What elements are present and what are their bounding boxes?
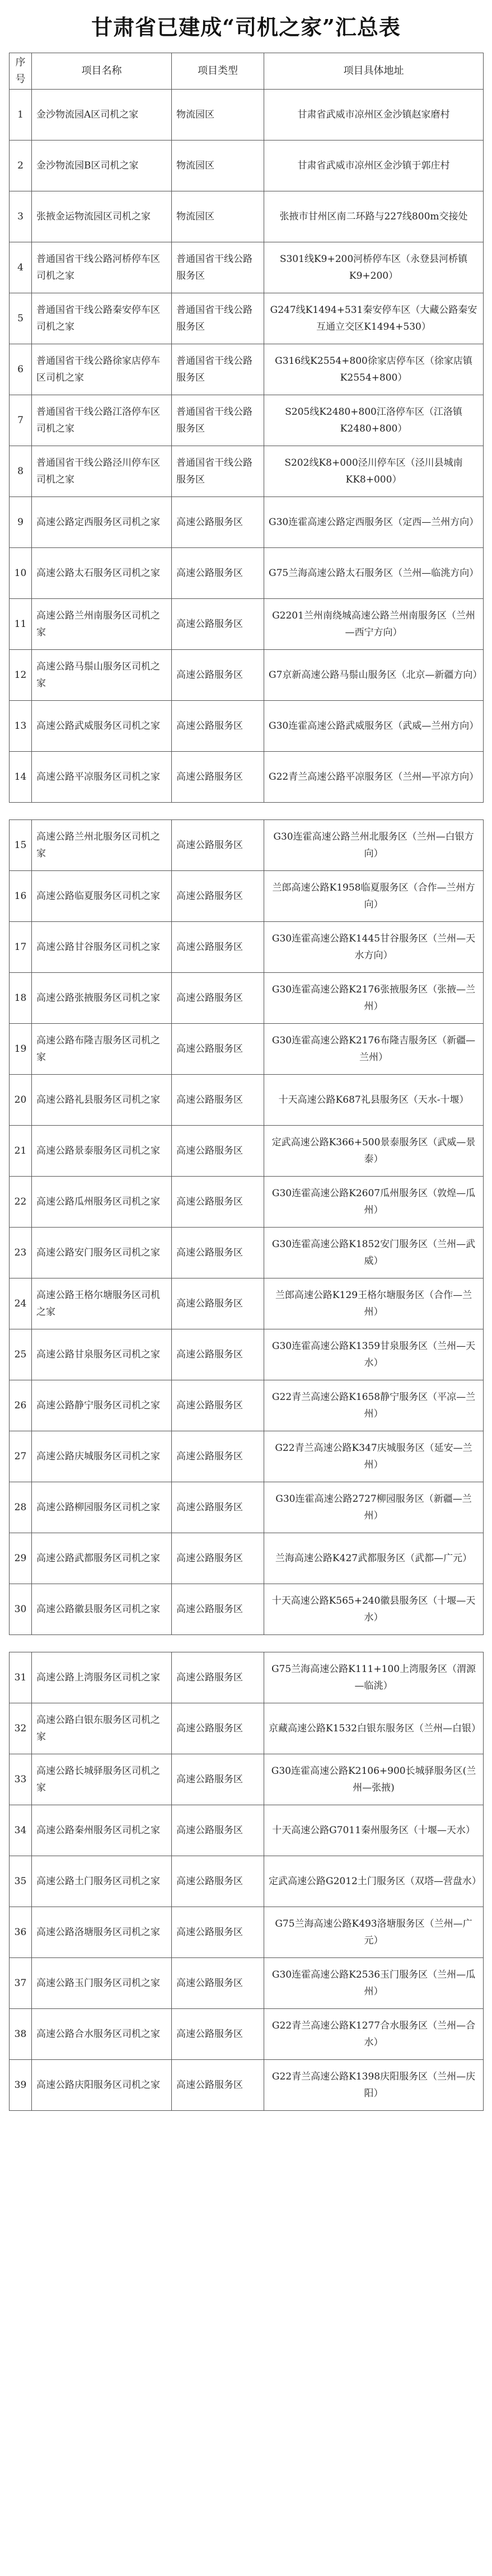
cell-number: 35 [10, 1856, 32, 1907]
cell-number: 23 [10, 1228, 32, 1278]
cell-number: 33 [10, 1754, 32, 1805]
cell-number: 32 [10, 1703, 32, 1754]
cell-number: 18 [10, 973, 32, 1024]
cell-project-type: 普通国省干线公路服务区 [172, 395, 264, 446]
cell-number: 29 [10, 1533, 32, 1584]
table-row [10, 1431, 484, 1482]
cell-project-address: 甘肃省武威市凉州区金沙镇赵家磨村 [264, 90, 484, 140]
cell-project-address: G30连霍高速公路K2607瓜州服务区（敦煌—瓜州） [264, 1177, 484, 1228]
cell-project-type: 高速公路服务区 [172, 1380, 264, 1431]
cell-project-name: 高速公路安门服务区司机之家 [32, 1228, 172, 1278]
table-section-2 [10, 820, 484, 1635]
cell-project-type: 高速公路服务区 [172, 1703, 264, 1754]
cell-project-address: G75兰海高速公路K111+100上湾服务区（渭源—临洮） [264, 1652, 484, 1703]
cell-project-address: G22青兰高速公路K347庆城服务区（延安—兰州） [264, 1431, 484, 1482]
cell-number: 26 [10, 1380, 32, 1431]
cell-project-name: 普通国省干线公路泾川停车区司机之家 [32, 446, 172, 497]
cell-number: 30 [10, 1584, 32, 1635]
cell-number: 38 [10, 2009, 32, 2060]
cell-project-address: 兰郎高速公路K129王格尔塘服务区（合作—兰州） [264, 1278, 484, 1329]
cell-project-address: 十天高速公路G7011秦州服务区（十堰—天水） [264, 1805, 484, 1856]
cell-number: 22 [10, 1177, 32, 1228]
cell-project-address: G7京新高速公路马鬃山服务区（北京—新疆方向） [264, 650, 484, 701]
cell-project-name: 高速公路秦州服务区司机之家 [32, 1805, 172, 1856]
header-no: 序号 [10, 53, 32, 90]
cell-project-name: 高速公路甘谷服务区司机之家 [32, 922, 172, 973]
cell-project-address: S205线K2480+800江洛停车区（江洛镇K2480+800） [264, 395, 484, 446]
table-row [10, 922, 484, 973]
cell-project-name: 高速公路玉门服务区司机之家 [32, 1958, 172, 2009]
cell-project-address: 兰海高速公路K427武都服务区（武都—广元） [264, 1533, 484, 1584]
cell-project-type: 高速公路服务区 [172, 973, 264, 1024]
table-row [10, 242, 484, 293]
table-row [10, 293, 484, 344]
cell-project-name: 高速公路景泰服务区司机之家 [32, 1126, 172, 1177]
cell-project-address: 京藏高速公路K1532白银东服务区（兰州—白银） [264, 1703, 484, 1754]
cell-project-address: G30连霍高速公路K1445甘谷服务区（兰州—天水方向） [264, 922, 484, 973]
cell-project-address: G30连霍高速公路K1359甘泉服务区（兰州—天水） [264, 1329, 484, 1380]
cell-project-type: 高速公路服务区 [172, 548, 264, 599]
table-section-3 [10, 1652, 484, 2111]
cell-number: 2 [10, 140, 32, 191]
section-gap [0, 1635, 492, 1652]
table-row [10, 1754, 484, 1805]
cell-project-name: 高速公路马鬃山服务区司机之家 [32, 650, 172, 701]
table-row [10, 1856, 484, 1907]
cell-number: 20 [10, 1075, 32, 1126]
cell-project-address: G75兰海高速公路太石服务区（兰州—临洮方向） [264, 548, 484, 599]
cell-project-address: 甘肃省武威市凉州区金沙镇于郭庄村 [264, 140, 484, 191]
cell-project-name: 高速公路张掖服务区司机之家 [32, 973, 172, 1024]
table-row [10, 1075, 484, 1126]
cell-project-name: 高速公路瓜州服务区司机之家 [32, 1177, 172, 1228]
cell-project-name: 高速公路长城驿服务区司机之家 [32, 1754, 172, 1805]
cell-project-type: 高速公路服务区 [172, 1754, 264, 1805]
cell-project-type: 高速公路服务区 [172, 1652, 264, 1703]
cell-project-address: S301线K9+200河桥停车区（永登县河桥镇K9+200） [264, 242, 484, 293]
cell-project-name: 高速公路兰州南服务区司机之家 [32, 599, 172, 650]
cell-project-name: 高速公路土门服务区司机之家 [32, 1856, 172, 1907]
table-section-1 [10, 90, 484, 803]
table-row [10, 395, 484, 446]
page-title: 甘肃省已建成“司机之家”汇总表 [91, 15, 401, 40]
cell-number: 9 [10, 497, 32, 548]
cell-project-type: 普通国省干线公路服务区 [172, 293, 264, 344]
summary-table [9, 53, 484, 803]
cell-project-address: G22青兰高速公路K1398庆阳服务区（兰州—庆阳） [264, 2060, 484, 2111]
cell-number: 16 [10, 871, 32, 922]
cell-project-name: 高速公路兰州北服务区司机之家 [32, 820, 172, 871]
cell-project-name: 高速公路礼县服务区司机之家 [32, 1075, 172, 1126]
cell-project-address: G30连霍高速公路K2176布隆吉服务区（新疆—兰州） [264, 1024, 484, 1075]
table-row [10, 497, 484, 548]
cell-project-type: 高速公路服务区 [172, 1805, 264, 1856]
cell-number: 17 [10, 922, 32, 973]
table-row [10, 140, 484, 191]
cell-project-address: 十天高速公路K565+240徽县服务区（十堰—天水） [264, 1584, 484, 1635]
cell-project-type: 高速公路服务区 [172, 1075, 264, 1126]
cell-project-name: 高速公路徽县服务区司机之家 [32, 1584, 172, 1635]
cell-project-type: 普通国省干线公路服务区 [172, 446, 264, 497]
cell-project-address: G30连霍高速公路K2106+900长城驿服务区(兰州—张掖) [264, 1754, 484, 1805]
cell-number: 6 [10, 344, 32, 395]
cell-project-name: 高速公路静宁服务区司机之家 [32, 1380, 172, 1431]
cell-project-type: 高速公路服务区 [172, 1907, 264, 1958]
cell-project-type: 高速公路服务区 [172, 1431, 264, 1482]
cell-project-name: 高速公路合水服务区司机之家 [32, 2009, 172, 2060]
table-row [10, 1228, 484, 1278]
cell-project-name: 高速公路布隆吉服务区司机之家 [32, 1024, 172, 1075]
table-row [10, 1907, 484, 1958]
table-row [10, 1024, 484, 1075]
cell-number: 8 [10, 446, 32, 497]
cell-project-address: G2201兰州南绕城高速公路兰州南服务区（兰州—西宁方向） [264, 599, 484, 650]
cell-project-type: 高速公路服务区 [172, 1228, 264, 1278]
cell-number: 24 [10, 1278, 32, 1329]
cell-project-name: 高速公路柳园服务区司机之家 [32, 1482, 172, 1533]
cell-project-name: 高速公路武都服务区司机之家 [32, 1533, 172, 1584]
table-row [10, 871, 484, 922]
cell-project-address: 定武高速公路G2012土门服务区（双塔—营盘水） [264, 1856, 484, 1907]
cell-project-address: G22青兰高速公路K1277合水服务区（兰州—合水） [264, 2009, 484, 2060]
cell-project-address: S202线K8+000泾川停车区（泾川县城南KK8+000） [264, 446, 484, 497]
cell-number: 21 [10, 1126, 32, 1177]
cell-project-type: 高速公路服务区 [172, 820, 264, 871]
cell-project-type: 高速公路服务区 [172, 1856, 264, 1907]
cell-project-address: G30连霍高速公路定西服务区（定西—兰州方向） [264, 497, 484, 548]
cell-number: 25 [10, 1329, 32, 1380]
cell-project-name: 高速公路庆城服务区司机之家 [32, 1431, 172, 1482]
cell-project-address: G30连霍高速公路武威服务区（武威—兰州方向） [264, 701, 484, 752]
table-row [10, 344, 484, 395]
cell-project-name: 金沙物流园B区司机之家 [32, 140, 172, 191]
cell-project-name: 高速公路平凉服务区司机之家 [32, 752, 172, 803]
cell-project-address: 十天高速公路K687礼县服务区（天水-十堰） [264, 1075, 484, 1126]
cell-project-name: 高速公路临夏服务区司机之家 [32, 871, 172, 922]
cell-project-type: 高速公路服务区 [172, 1024, 264, 1075]
cell-project-address: G316线K2554+800徐家店停车区（徐家店镇K2554+800） [264, 344, 484, 395]
table-row [10, 1584, 484, 1635]
table-row [10, 446, 484, 497]
summary-table-continued [9, 819, 484, 1635]
cell-project-name: 高速公路上湾服务区司机之家 [32, 1652, 172, 1703]
table-row [10, 820, 484, 871]
table-row [10, 2009, 484, 2060]
cell-number: 5 [10, 293, 32, 344]
cell-project-name: 高速公路武威服务区司机之家 [32, 701, 172, 752]
cell-project-type: 高速公路服务区 [172, 871, 264, 922]
cell-project-name: 高速公路庆阳服务区司机之家 [32, 2060, 172, 2111]
cell-number: 31 [10, 1652, 32, 1703]
cell-project-address: G30连霍高速公路K2176张掖服务区（张掖—兰州） [264, 973, 484, 1024]
cell-project-address: G22青兰高速公路K1658静宁服务区（平凉—兰州） [264, 1380, 484, 1431]
cell-number: 1 [10, 90, 32, 140]
table-row [10, 1177, 484, 1228]
cell-project-address: G22青兰高速公路平凉服务区（兰州—平凉方向） [264, 752, 484, 803]
cell-number: 36 [10, 1907, 32, 1958]
cell-project-type: 高速公路服务区 [172, 1126, 264, 1177]
cell-number: 28 [10, 1482, 32, 1533]
cell-project-name: 金沙物流园A区司机之家 [32, 90, 172, 140]
table-row [10, 1958, 484, 2009]
cell-number: 4 [10, 242, 32, 293]
cell-project-type: 高速公路服务区 [172, 650, 264, 701]
cell-project-type: 物流园区 [172, 140, 264, 191]
cell-project-address: G30连霍高速公路K1852安门服务区（兰州—武威） [264, 1228, 484, 1278]
cell-project-address: 张掖市甘州区南二环路与227线800m交接处 [264, 191, 484, 242]
cell-project-address: G30连霍高速公路2727柳园服务区（新疆—兰州） [264, 1482, 484, 1533]
cell-project-address: G30连霍高速公路兰州北服务区（兰州—白银方向） [264, 820, 484, 871]
cell-project-name: 高速公路太石服务区司机之家 [32, 548, 172, 599]
cell-project-type: 物流园区 [172, 90, 264, 140]
cell-number: 15 [10, 820, 32, 871]
cell-number: 7 [10, 395, 32, 446]
cell-number: 3 [10, 191, 32, 242]
cell-number: 11 [10, 599, 32, 650]
cell-number: 37 [10, 1958, 32, 2009]
cell-project-type: 高速公路服务区 [172, 599, 264, 650]
cell-project-type: 高速公路服务区 [172, 1278, 264, 1329]
header-address: 项目具体地址 [264, 53, 484, 90]
cell-number: 12 [10, 650, 32, 701]
cell-number: 14 [10, 752, 32, 803]
table-row [10, 752, 484, 803]
table-row [10, 1703, 484, 1754]
cell-project-type: 高速公路服务区 [172, 1958, 264, 2009]
table-row [10, 1805, 484, 1856]
cell-project-address: 兰郎高速公路K1958临夏服务区（合作—兰州方向） [264, 871, 484, 922]
cell-project-type: 高速公路服务区 [172, 1329, 264, 1380]
table-row [10, 701, 484, 752]
cell-project-type: 普通国省干线公路服务区 [172, 344, 264, 395]
cell-project-type: 高速公路服务区 [172, 1533, 264, 1584]
cell-project-type: 高速公路服务区 [172, 752, 264, 803]
cell-number: 10 [10, 548, 32, 599]
cell-project-type: 高速公路服务区 [172, 701, 264, 752]
cell-number: 19 [10, 1024, 32, 1075]
table-row [10, 191, 484, 242]
table-row [10, 1126, 484, 1177]
cell-project-name: 普通国省干线公路河桥停车区司机之家 [32, 242, 172, 293]
header-name: 项目名称 [32, 53, 172, 90]
table-header-row [10, 53, 484, 90]
cell-project-name: 高速公路王格尔塘服务区司机之家 [32, 1278, 172, 1329]
cell-number: 13 [10, 701, 32, 752]
cell-number: 27 [10, 1431, 32, 1482]
cell-project-address: G75兰海高速公路K493洛塘服务区（兰州—广元） [264, 1907, 484, 1958]
table-row [10, 90, 484, 140]
header-type: 项目类型 [172, 53, 264, 90]
cell-number: 39 [10, 2060, 32, 2111]
table-row [10, 650, 484, 701]
cell-project-name: 高速公路甘泉服务区司机之家 [32, 1329, 172, 1380]
table-row [10, 1278, 484, 1329]
table-row [10, 2060, 484, 2111]
table-row [10, 599, 484, 650]
table-row [10, 1482, 484, 1533]
table-row [10, 548, 484, 599]
cell-project-name: 张掖金运物流园区司机之家 [32, 191, 172, 242]
cell-project-address: G247线K1494+531秦安停车区（大藏公路秦安互通立交区K1494+530） [264, 293, 484, 344]
cell-project-name: 高速公路洛塘服务区司机之家 [32, 1907, 172, 1958]
table-row [10, 973, 484, 1024]
cell-number: 34 [10, 1805, 32, 1856]
cell-project-name: 普通国省干线公路秦安停车区司机之家 [32, 293, 172, 344]
cell-project-type: 高速公路服务区 [172, 2060, 264, 2111]
cell-project-type: 高速公路服务区 [172, 1177, 264, 1228]
cell-project-type: 高速公路服务区 [172, 2009, 264, 2060]
section-gap [0, 803, 492, 819]
cell-project-name: 高速公路定西服务区司机之家 [32, 497, 172, 548]
cell-project-type: 物流园区 [172, 191, 264, 242]
cell-project-type: 高速公路服务区 [172, 1482, 264, 1533]
cell-project-name: 普通国省干线公路徐家店停车区司机之家 [32, 344, 172, 395]
cell-project-type: 普通国省干线公路服务区 [172, 242, 264, 293]
cell-project-address: 定武高速公路K366+500景泰服务区（武威—景泰） [264, 1126, 484, 1177]
table-row [10, 1652, 484, 1703]
table-row [10, 1380, 484, 1431]
cell-project-name: 普通国省干线公路江洛停车区司机之家 [32, 395, 172, 446]
cell-project-address: G30连霍高速公路K2536玉门服务区（兰州—瓜州） [264, 1958, 484, 2009]
cell-project-type: 高速公路服务区 [172, 922, 264, 973]
cell-project-type: 高速公路服务区 [172, 497, 264, 548]
cell-project-type: 高速公路服务区 [172, 1584, 264, 1635]
summary-table-continued-2 [9, 1652, 484, 2111]
table-row [10, 1533, 484, 1584]
table-row [10, 1329, 484, 1380]
cell-project-name: 高速公路白银东服务区司机之家 [32, 1703, 172, 1754]
